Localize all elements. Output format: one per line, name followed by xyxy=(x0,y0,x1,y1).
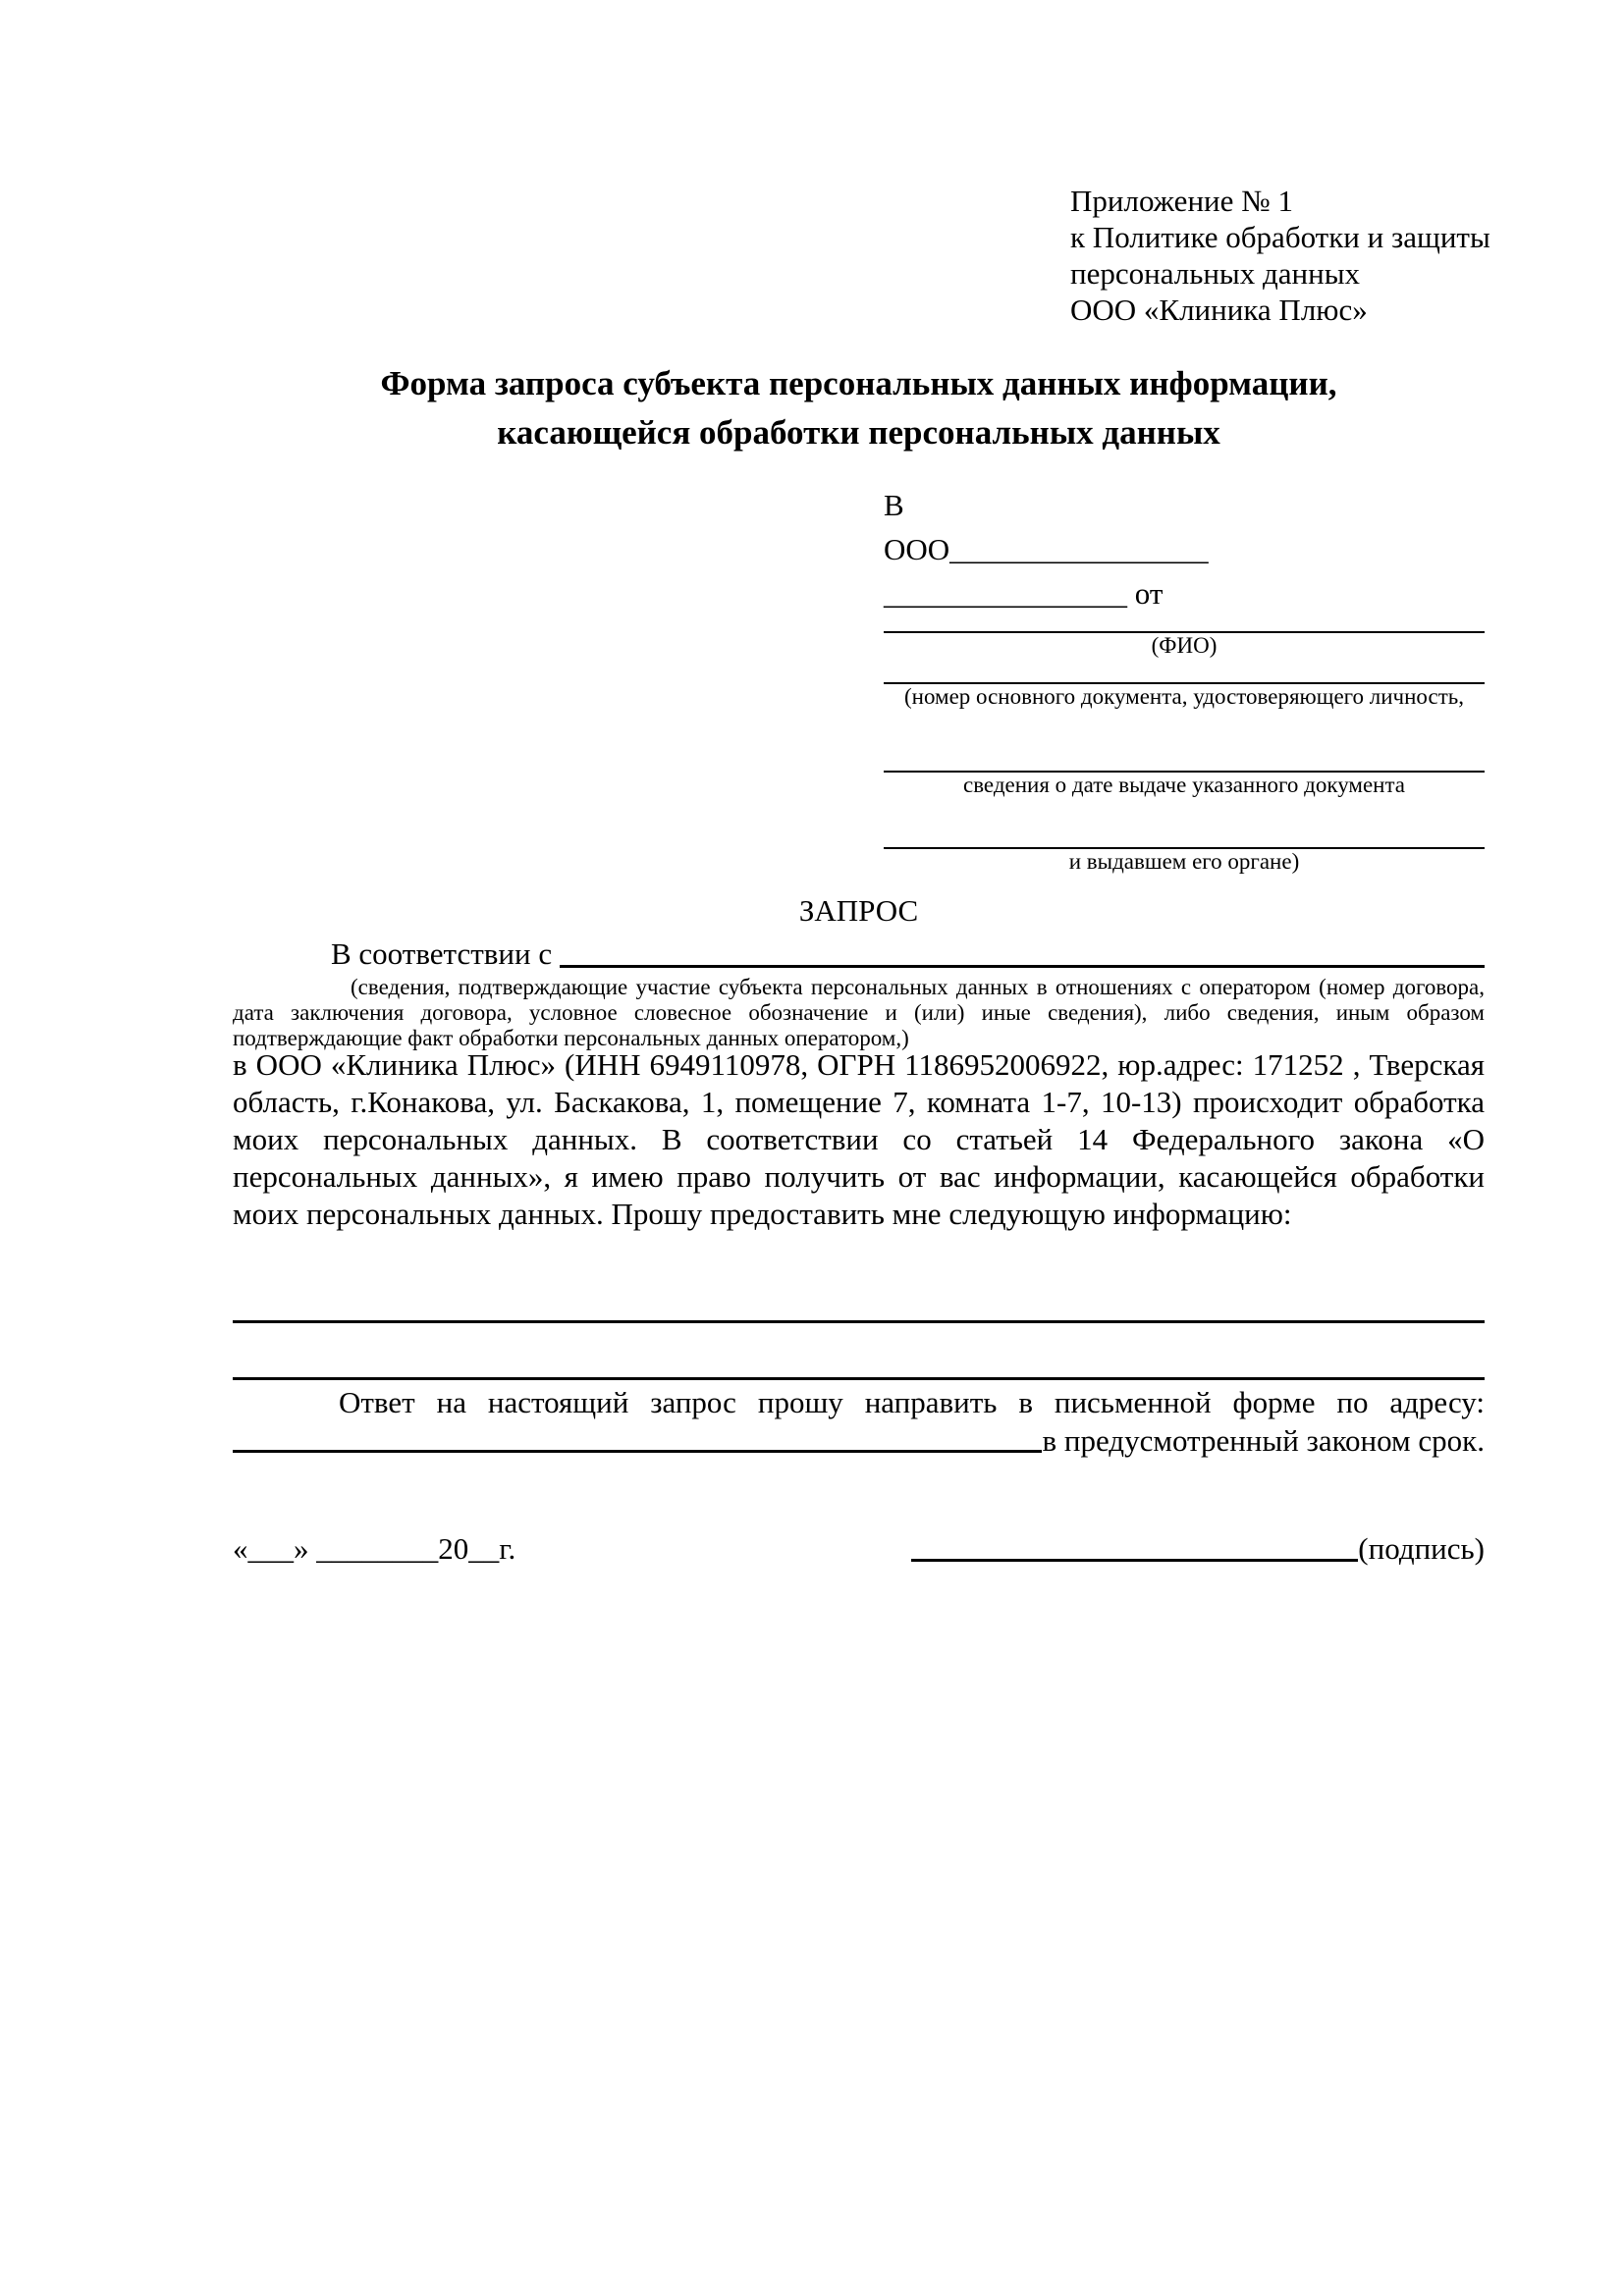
annex-line-2: к Политике обработки и защиты xyxy=(1070,220,1490,254)
doc-number-caption: (номер основного документа, удостоверяющего личность, xyxy=(903,684,1464,709)
addressee-to: В xyxy=(884,488,904,522)
date-blank: «___» ________20__г. xyxy=(233,1531,516,1566)
form-title-line-2: касающейся обработки персональных данных xyxy=(497,413,1220,452)
doc-number-blank-line xyxy=(884,663,1485,684)
request-body: в ООО «Клиника Плюс» (ИНН 6949110978, ОГРН 1186952006922, юр.адрес: 171252 , Тверская область, г.Конакова, ул. Баскакова, 1, помещение 7, комната 1-7, 10-13) происходит обработка моих персональных данных. В соответствии со статьей 14 Федерального закона «О персональных данных», я имею право получить от вас информации, касающейся обработки моих персональных данных. Прошу предоставить мне следующую информацию: xyxy=(233,1047,1485,1231)
answer-blank-line-1 xyxy=(233,1289,1485,1323)
fio-blank-line xyxy=(884,615,1485,633)
signature-block xyxy=(911,1529,1485,1569)
form-title-line-1: Форма запроса субъекта персональных данных информации, xyxy=(380,364,1337,402)
form-title xyxy=(233,359,1485,457)
intro-line xyxy=(233,934,1485,974)
doc-issuer-caption: и выдавшем его органе) xyxy=(1068,849,1300,874)
doc-date-blank-line xyxy=(884,747,1485,773)
reply-address-row xyxy=(233,1421,1485,1460)
request-heading: ЗАПРОС xyxy=(798,893,919,928)
addressee-block xyxy=(884,483,1485,875)
doc-issuer-blank-line xyxy=(884,826,1485,849)
reply-paragraph: Ответ на настоящий запрос прошу направить в письменной форме по адресу: xyxy=(339,1385,1485,1419)
addressee-ooo-blank: ООО_________________ xyxy=(884,532,1209,566)
date-signature-row xyxy=(233,1529,1485,1569)
intro-blank-line xyxy=(560,934,1485,968)
annex-line-3: персональных данных xyxy=(1070,256,1361,291)
annex-header xyxy=(1070,183,1532,328)
signature-caption: (подпись) xyxy=(1358,1531,1485,1566)
fio-caption: (ФИО) xyxy=(1151,633,1218,658)
intro-prefix: В соответствии с xyxy=(331,936,553,971)
annex-line-1: Приложение № 1 xyxy=(1070,184,1293,218)
doc-date-caption: сведения о дате выдаче указанного документа xyxy=(962,773,1406,797)
reply-suffix: в предусмотренный законом срок. xyxy=(1042,1423,1485,1458)
annex-line-4: ООО «Клиника Плюс» xyxy=(1070,293,1368,327)
fine-print-note: (сведения, подтверждающие участие субъекта персональных данных в отношениях с оператором (номер договора, дата заключения договора, условное словесное обозначение и (или) иные сведения), либо сведения, иным образом подтверждающие факт обработки персональных данных оператором,) xyxy=(233,975,1485,1050)
addressee-from-blank: ________________ от xyxy=(884,576,1164,611)
signature-blank-line xyxy=(911,1559,1358,1562)
answer-blank-line-2 xyxy=(233,1346,1485,1380)
reply-address-blank-line xyxy=(233,1450,1042,1453)
